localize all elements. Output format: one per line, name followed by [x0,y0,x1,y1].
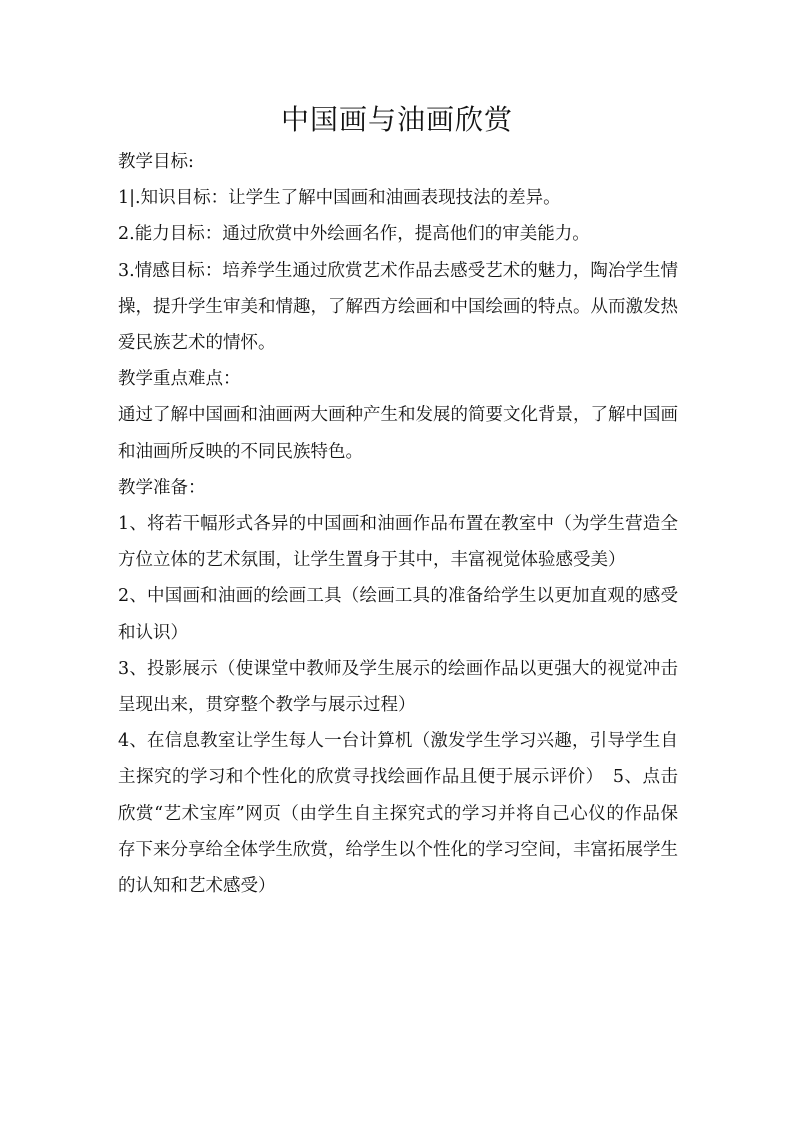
knowledge-goal: 1|.知识目标：让学生了解中国画和油画表现技法的差异。 [118,188,561,209]
teaching-goals-heading: 教学目标: [118,152,194,172]
document-body [118,144,678,904]
preparation-item-2: 2、中国画和油画的绘画工具（绘画工具的准备给学生以更加直观的感受和认识） [118,586,678,643]
preparation-heading: 教学准备： [118,477,206,498]
document-title: 中国画与油画欣赏 [280,103,513,136]
key-points-body: 通过了解中国画和油画两大画种产生和发展的简要文化背景，了解中国画和油画所反映的不同民族特色。 [118,405,678,462]
preparation-item-4-5: 4、在信息教室让学生每人一台计算机（激发学生学习兴趣，引导学生自主探究的学习和个性化的欣赏寻找绘画作品且便于展示评价） 5、点击欣赏“艺术宝库”网页（由学生自主探究式的学习并将自己心仪的作品保存下来分享给全体学生欣赏，给学生以个性化的学习空间，丰富拓展学生的认知和艺术感受） [118,731,678,897]
emotion-goal: 3.情感目标：培养学生通过欣赏艺术作品去感受艺术的魅力，陶冶学生情操，提升学生审美和情趣，了解西方绘画和中国绘画的特点。从而激发热爱民族艺术的情怀。 [118,260,678,354]
ability-goal: 2.能力目标：通过欣赏中外绘画名作，提高他们的审美能力。 [118,224,590,245]
key-points-heading: 教学重点难点： [118,369,241,390]
preparation-item-1: 1、将若干幅形式各异的中国画和油画作品布置在教室中（为学生营造全方位立体的艺术氛围，让学生置身于其中，丰富视觉体验感受美） [118,514,678,571]
preparation-item-3: 3、投影展示（使课堂中教师及学生展示的绘画作品以更强大的视觉冲击呈现出来，贯穿整个教学与展示过程） [118,658,678,716]
